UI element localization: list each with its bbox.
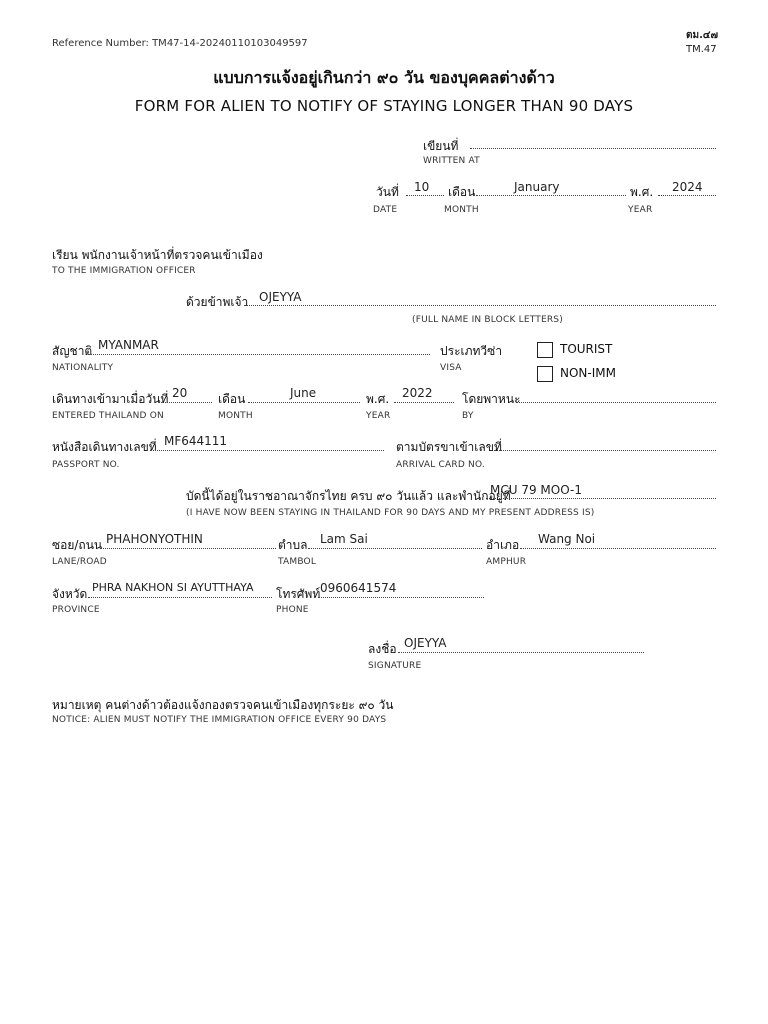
signature-label-th: ลงชื่อ <box>368 642 397 656</box>
entered-month-label-th: เดือน <box>218 392 246 406</box>
entered-month-value: June <box>290 386 317 400</box>
tourist-checkbox[interactable] <box>537 342 553 358</box>
non-imm-checkbox[interactable] <box>537 366 553 382</box>
non-imm-option-label: NON-IMM <box>560 366 616 380</box>
phone-value: 0960641574 <box>320 581 397 595</box>
date-year-label-th: พ.ศ. <box>630 185 654 199</box>
reference-number: Reference Number: TM47-14-20240110103049597 <box>52 38 308 49</box>
entered-label-en: ENTERED THAILAND ON <box>52 411 164 421</box>
written-at-label-en: WRITTEN AT <box>423 156 480 166</box>
tambol-label-en: TAMBOL <box>278 557 317 567</box>
entered-year-field[interactable] <box>394 402 454 403</box>
road-label-en: LANE/ROAD <box>52 557 107 567</box>
phone-label-th: โทรศัพท์ <box>276 587 321 601</box>
arrival-card-label-th: ตามบัตรขาเข้าเลขที่ <box>396 440 502 454</box>
present-address-value: MCU 79 MOO-1 <box>490 483 582 497</box>
entered-day-field[interactable] <box>158 402 212 403</box>
entered-by-label-th: โดยพาหนะ <box>462 392 521 406</box>
date-day-label-th: วันที่ <box>376 185 399 199</box>
entered-month-label-en: MONTH <box>218 411 253 421</box>
date-day-label-en: DATE <box>373 205 398 215</box>
entered-month-field[interactable] <box>248 402 360 403</box>
province-label-th: จังหวัด <box>52 587 88 601</box>
province-value: PHRA NAKHON SI AYUTTHAYA <box>92 581 254 594</box>
date-year-field[interactable] <box>658 195 716 196</box>
address-intro-en: (I HAVE NOW BEEN STAYING IN THAILAND FOR 90 DAYS AND MY PRESENT ADDRESS IS) <box>186 508 595 518</box>
amphur-field[interactable] <box>520 548 716 549</box>
name-label-th: ด้วยข้าพเจ้า <box>186 295 249 309</box>
entered-year-value: 2022 <box>402 386 433 400</box>
passport-label-th: หนังสือเดินทางเลขที่ <box>52 440 157 454</box>
form-code-en: TM.47 <box>686 44 717 55</box>
date-year-label-en: YEAR <box>628 205 653 215</box>
passport-field[interactable] <box>150 450 384 451</box>
form-title-en: FORM FOR ALIEN TO NOTIFY OF STAYING LONGER THAN 90 DAYS <box>134 97 634 115</box>
amphur-value: Wang Noi <box>538 532 596 546</box>
tambol-value: Lam Sai <box>320 532 368 546</box>
road-value: PHAHONYOTHIN <box>106 532 203 546</box>
full-name-value: OJEYYA <box>259 290 302 304</box>
amphur-label-th: อำเภอ <box>486 538 520 552</box>
salutation-th: เรียน พนักงานเจ้าหน้าที่ตรวจคนเข้าเมือง <box>52 248 263 262</box>
road-field[interactable] <box>100 548 276 549</box>
notice-th: หมายเหตุ คนต่างด้าวต้องแจ้งกองตรวจคนเข้าเมืองทุกระยะ ๙๐ วัน <box>52 698 394 712</box>
phone-field[interactable] <box>318 597 484 598</box>
tourist-option-label: TOURIST <box>560 342 613 356</box>
entered-by-field[interactable] <box>516 402 716 403</box>
notice-en: NOTICE: ALIEN MUST NOTIFY THE IMMIGRATION OFFICE EVERY 90 DAYS <box>52 715 387 725</box>
visa-label-th: ประเภทวีซ่า <box>440 344 503 358</box>
amphur-label-en: AMPHUR <box>486 557 527 567</box>
date-month-label-th: เดือน <box>448 185 476 199</box>
form-code-th: ตม.๔๗ <box>686 30 718 41</box>
phone-label-en: PHONE <box>276 605 309 615</box>
entered-year-label-en: YEAR <box>366 411 391 421</box>
entered-label-th: เดินทางเข้ามาเมื่อวันที่ <box>52 392 169 406</box>
passport-label-en: PASSPORT NO. <box>52 460 120 470</box>
passport-value: MF644111 <box>164 434 228 448</box>
signature-label-en: SIGNATURE <box>368 661 422 671</box>
date-day-field[interactable] <box>406 195 444 196</box>
province-label-en: PROVINCE <box>52 605 100 615</box>
arrival-card-label-en: ARRIVAL CARD NO. <box>396 460 485 470</box>
present-address-field[interactable] <box>486 498 716 499</box>
salutation-en: TO THE IMMIGRATION OFFICER <box>52 266 196 276</box>
name-hint-en: (FULL NAME IN BLOCK LETTERS) <box>412 315 563 325</box>
province-field[interactable] <box>88 597 272 598</box>
written-at-label-th: เขียนที่ <box>423 139 459 153</box>
nationality-field[interactable] <box>88 354 430 355</box>
written-at-field[interactable] <box>470 148 716 149</box>
date-month-value: January <box>514 180 560 194</box>
entered-day-value: 20 <box>172 386 188 400</box>
date-month-field[interactable] <box>476 195 626 196</box>
date-year-value: 2024 <box>672 180 703 194</box>
date-day-value: 10 <box>414 180 430 194</box>
nationality-value: MYANMAR <box>98 338 159 352</box>
signature-value: OJEYYA <box>404 636 447 650</box>
tambol-label-th: ตำบล <box>278 538 308 552</box>
full-name-field[interactable] <box>244 305 716 306</box>
form-title-th: แบบการแจ้งอยู่เกินกว่า ๙๐ วัน ของบุคคลต่างด้าว <box>213 68 555 87</box>
signature-field[interactable] <box>398 652 644 653</box>
road-label-th: ซอย/ถนน <box>52 538 103 552</box>
visa-label-en: VISA <box>440 363 462 373</box>
tambol-field[interactable] <box>308 548 482 549</box>
arrival-card-field[interactable] <box>494 450 716 451</box>
entered-year-label-th: พ.ศ. <box>366 392 390 406</box>
nationality-label-th: สัญชาติ <box>52 344 93 358</box>
nationality-label-en: NATIONALITY <box>52 363 114 373</box>
address-intro-th: บัดนี้ได้อยู่ในราชอาณาจักรไทย ครบ ๙๐ วันแล้ว และพำนักอยู่ที่ <box>186 489 511 503</box>
entered-by-label-en: BY <box>462 411 474 421</box>
date-month-label-en: MONTH <box>444 205 479 215</box>
